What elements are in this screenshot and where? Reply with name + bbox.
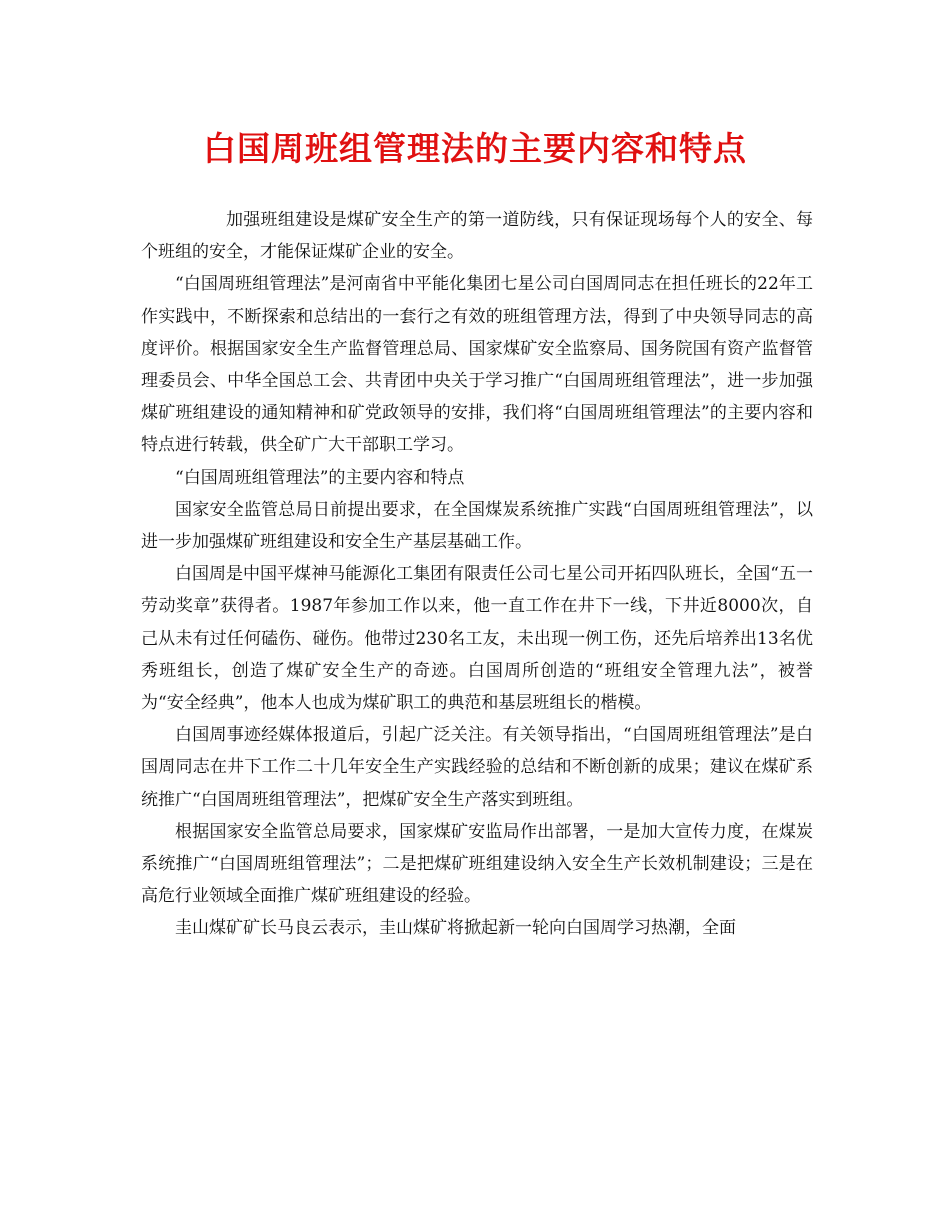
paragraph-requirement: 国家安全监管总局日前提出要求，在全国煤炭系统推广实践“白国周班组管理法”，以进一步加强煤矿班组建设和安全生产基层基础工作。 bbox=[141, 499, 813, 553]
paragraph-background: “白国周班组管理法”是河南省中平能化集团七星公司白国周同志在担任班长的22年工作实践中，不断探索和总结出的一套行之有效的班组管理方法，得到了中央领导同志的高度评价。根据国家安全生产监督管理总局、国家煤矿安全监察局、国务院国有资产监督管理委员会、中华全国总工会、共青团中央关于学习推广“白国周班组管理法”，进一步加强煤矿班组建设的通知精神和矿党政领导的安排，我们将“白国周班组管理法”的主要内容和特点进行转载，供全矿广大干部职工学习。 bbox=[141, 274, 813, 456]
paragraph-deployment: 根据国家安全监管总局要求，国家煤矿安监局作出部署，一是加大宣传力度，在煤炭系统推广“白国周班组管理法”；二是把煤矿班组建设纳入安全生产长效机制建设；三是在高危行业领域全面推广煤矿班组建设的经验。 bbox=[141, 821, 813, 907]
paragraph-intro: 加强班组建设是煤矿安全生产的第一道防线，只有保证现场每个人的安全、每个班组的安全，才能保证煤矿企业的安全。 bbox=[141, 210, 813, 263]
paragraph-guishan: 圭山煤矿矿长马良云表示，圭山煤矿将掀起新一轮向白国周学习热潮，全面 bbox=[175, 918, 736, 939]
document-body bbox=[141, 204, 813, 945]
paragraph-attention: 白国周事迹经媒体报道后，引起广泛关注。有关领导指出，“白国周班组管理法”是白国周同志在井下工作二十几年安全生产实践经验的总结和不断创新的成果；建议在煤矿系统推广“白国周班组管理法”，把煤矿安全生产落实到班组。 bbox=[141, 725, 813, 810]
document-title: 白国周班组管理法的主要内容和特点 bbox=[203, 129, 747, 168]
section-heading: “白国周班组管理法”的主要内容和特点 bbox=[175, 467, 465, 488]
paragraph-profile: 白国周是中国平煤神马能源化工集团有限责任公司七星公司开拓四队班长，全国“五一劳动奖章”获得者。1987年参加工作以来，他一直工作在井下一线，下井近8000次，自己从未有过任何磕伤、碰伤。他带过230名工友，未出现一例工伤，还先后培养出13名优秀班组长，创造了煤矿安全生产的奇迹。白国周所创造的“班组安全管理九法”，被誉为“安全经典”，他本人也成为煤矿职工的典范和基层班组长的楷模。 bbox=[141, 564, 813, 714]
